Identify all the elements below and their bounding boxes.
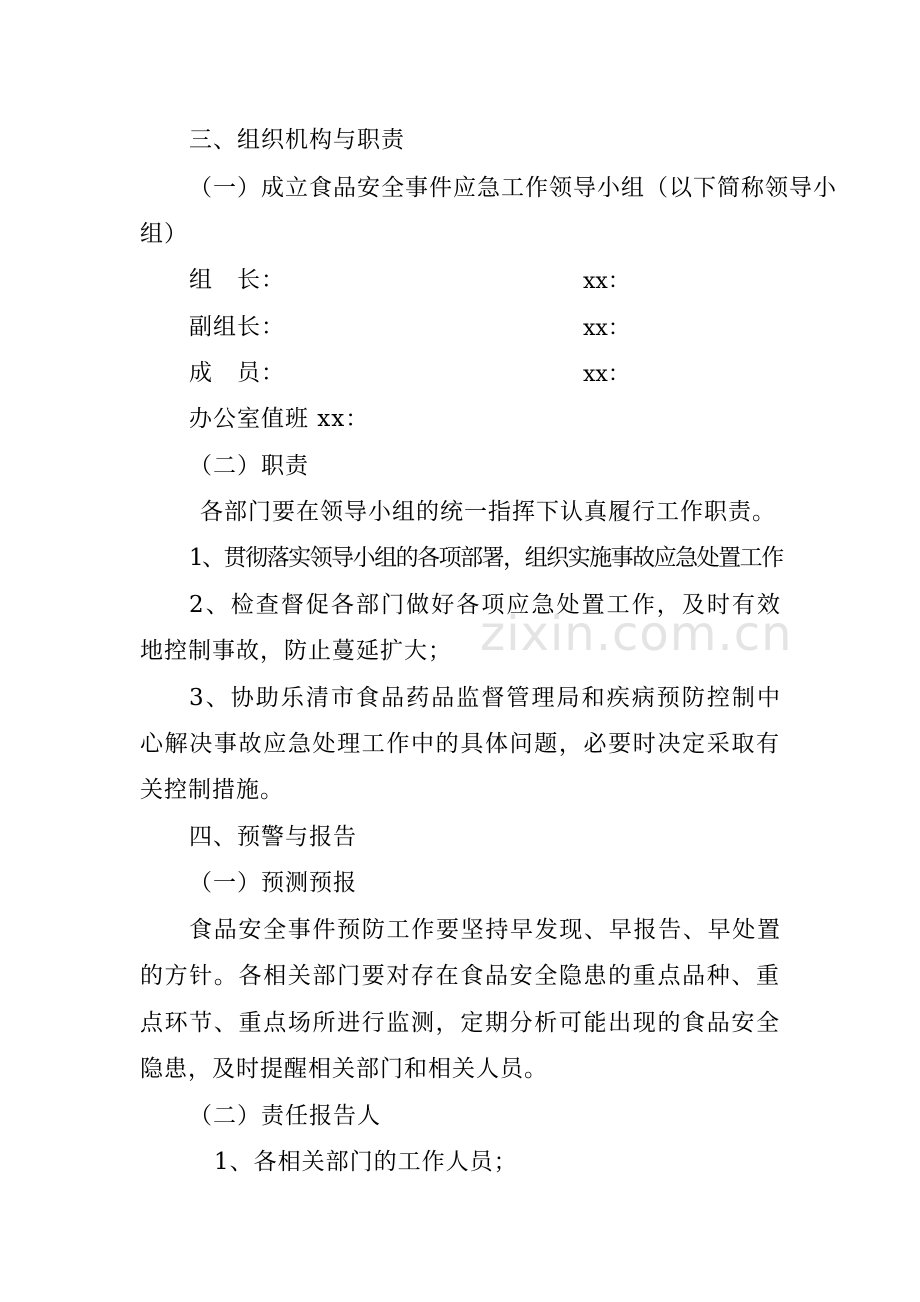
- duty-item-3: 3、协助乐清市食品药品监督管理局和疾病预防控制中: [189, 685, 781, 711]
- paragraph-forecast-4: 隐患，及时提醒相关部门和相关人员。: [140, 1056, 548, 1082]
- subsection-heading-reporter: （二）责任报告人: [189, 1103, 381, 1129]
- reporter-item-1: 1、各相关部门的工作人员；: [214, 1149, 518, 1175]
- duty-item-3-end: 关控制措施。: [140, 777, 284, 803]
- section-heading-org: 三、组织机构与职责: [189, 127, 405, 153]
- role-label-member: 成 员：: [189, 360, 285, 386]
- paragraph-forecast-1: 食品安全事件预防工作要坚持早发现、早报告、早处置: [189, 917, 781, 943]
- subsection-heading-duties: （二）职责: [189, 453, 309, 479]
- watermark-logo: zixin.com.cn: [480, 606, 793, 662]
- role-value-leader: xx：: [583, 269, 630, 294]
- duty-item-2: 2、检查督促各部门做好各项应急处置工作，及时有效: [189, 592, 781, 618]
- role-label-leader: 组 长：: [189, 267, 285, 293]
- role-value-deputy: xx：: [583, 316, 630, 341]
- subsection-heading-leadership-cont: 组）: [140, 221, 188, 247]
- subsection-heading-leadership: （一）成立食品安全事件应急工作领导小组（以下简称领导小: [189, 175, 837, 201]
- duty-item-2-cont: 地控制事故，防止蔓延扩大；: [140, 638, 452, 664]
- duty-item-1: 1、贯彻落实领导小组的各项部署，组织实施事故应急处置工作: [189, 545, 783, 571]
- paragraph-forecast-3: 点环节、重点场所进行监测，定期分析可能出现的食品安全: [140, 1010, 780, 1036]
- office-duty-line: 办公室值班 xx：: [189, 406, 370, 432]
- role-label-deputy: 副组长：: [189, 314, 285, 340]
- subsection-heading-forecast: （一）预测预报: [189, 870, 357, 896]
- duty-item-3-cont: 心解决事故应急处理工作中的具体问题，必要时决定采取有: [140, 731, 780, 757]
- paragraph-forecast-2: 的方针。各相关部门要对存在食品安全隐患的重点品种、重: [140, 963, 780, 989]
- paragraph-duties-intro: 各部门要在领导小组的统一指挥下认真履行工作职责。: [200, 499, 776, 525]
- section-heading-warning: 四、预警与报告: [189, 824, 357, 850]
- role-value-member: xx：: [583, 362, 630, 387]
